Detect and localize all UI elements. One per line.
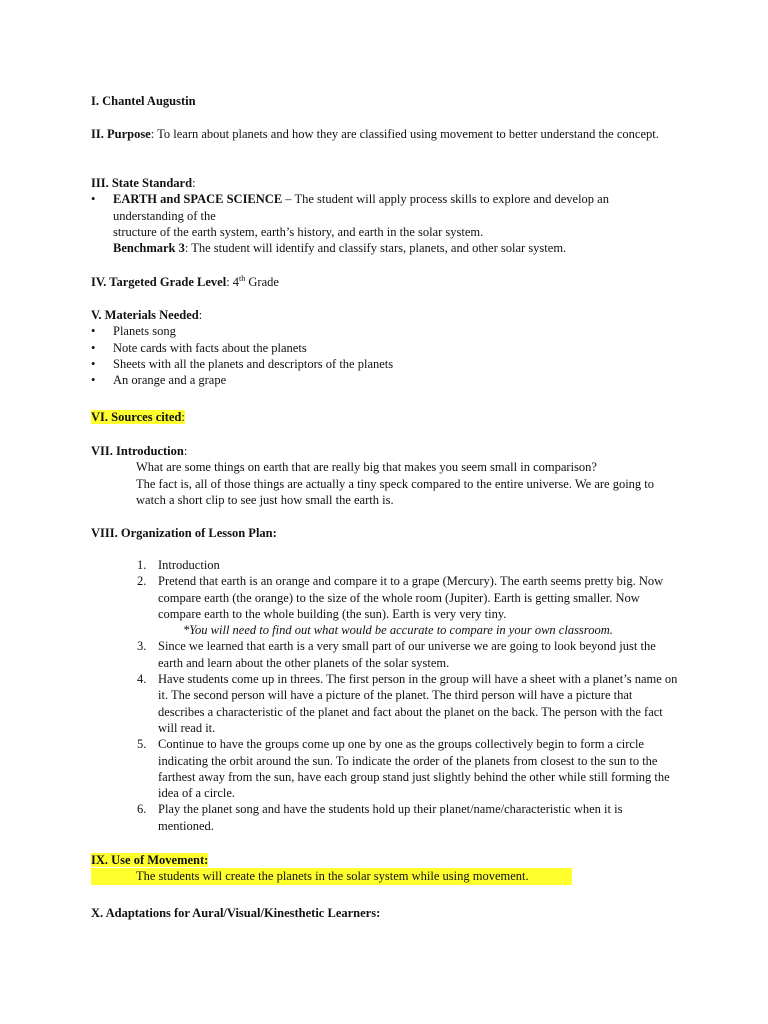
purpose-label: II. Purpose <box>91 127 151 141</box>
purpose-section <box>91 126 680 142</box>
list-item: • EARTH and SPACE SCIENCE – The student will apply process skills to explore and develop an understanding of the <box>91 191 680 224</box>
organization-list <box>91 557 680 834</box>
state-standard-list <box>91 191 680 224</box>
movement-text: The students will create the planets in the solar system while using movement. <box>91 868 572 884</box>
list-item: • An orange and a grape <box>91 372 680 388</box>
list-item: 1. Introduction <box>137 558 220 572</box>
sources-label: VI. Sources cited <box>91 410 182 424</box>
grade-level-section: IV. Targeted Grade Level: 4th Grade <box>91 273 279 289</box>
materials-label: V. Materials Needed <box>91 308 199 322</box>
list-item: 6. Play the planet song and have the students hold up their planet/name/characteristic when it is mentioned. <box>137 802 623 833</box>
list-item: • Planets song <box>91 323 680 339</box>
movement-label: IX. Use of Movement: <box>91 853 209 867</box>
materials-section: V. Materials Needed: • Planets song • Note cards with facts about the planets • Sheets with all the planets and descriptors of the planets • An orange and a grape <box>91 307 680 388</box>
list-item: • Note cards with facts about the planets <box>91 340 680 356</box>
state-standard-label: III. State Standard <box>91 176 193 190</box>
benchmark-line: Benchmark 3: The student will identify and classify stars, planets, and other solar system. <box>113 241 567 256</box>
movement-section <box>91 852 680 885</box>
introduction-label: VII. Introduction <box>91 444 184 458</box>
organization-note: *You will need to find out what would be accurate to compare in your own classroom. <box>183 623 613 638</box>
adaptations-heading: X. Adaptations for Aural/Visual/Kinesthetic Learners: <box>91 906 381 920</box>
sources-section: VI. Sources cited: <box>91 410 185 424</box>
list-item: 3. Since we learned that earth is a very small part of our universe we are going to look beyond just the earth and learn about the other planets of the solar system. <box>137 639 656 670</box>
organization-heading: VIII. Organization of Lesson Plan: <box>91 526 277 540</box>
list-item: 5. Continue to have the groups come up one by one as the groups collectively begin to form a circle indicating the orbit around the sun. To indicate the order of the planets from closest to the sun to the farthest away from the sun, have each group stand just slightly behind the other while still forming the idea of a circle. <box>137 737 670 801</box>
list-item: • Sheets with all the planets and descriptors of the planets <box>91 356 680 372</box>
introduction-line1: What are some things on earth that are really big that makes you seem small in comparison? <box>136 460 597 475</box>
materials-list <box>91 323 680 388</box>
grade-level-label: IV. Targeted Grade Level <box>91 275 227 289</box>
purpose-text: : To learn about planets and how they are classified using movement to better understand the concept. <box>150 127 659 141</box>
state-standard-section: III. State Standard: • EARTH and SPACE SCIENCE – The student will apply process skills to explore and develop an understanding of the structure of the earth system, earth’s history, and earth in the solar system. Benchmark 3: The student will identify and classify stars, planets, and other solar system. <box>91 175 680 256</box>
introduction-line2: The fact is, all of those things are actually a tiny speck compared to the entire universe. We are going to watch a short clip to see just how small the earth is. <box>136 476 655 507</box>
introduction-section: VII. Introduction: What are some things on earth that are really big that makes you seem small in comparison? The fact is, all of those things are actually a tiny speck compared to the entire universe. We are going to watch a short clip to see just how small the earth is. <box>91 443 680 508</box>
state-standard-line2: structure of the earth system, earth’s history, and earth in the solar system. <box>113 224 484 239</box>
list-item: 4. Have students come up in threes. The first person in the group will have a sheet with a planet’s name on it. The second person will have a picture of the planet. The third person will have a picture that describes a characteristic of the planet and fact about the planet on the back. The person with the fact will read it. <box>137 672 678 735</box>
name-line: I. Chantel Augustin <box>91 94 196 108</box>
list-item: 2. Pretend that earth is an orange and compare it to a grape (Mercury). The earth seems pretty big. Now compare earth (the orange) to the size of the whole room (Jupiter). Earth is getting smaller. Now compare earth to the whole building (the sun). Earth is very very tiny. *You will need to find out what would be accurate to compare in your own classroom. <box>91 573 680 638</box>
